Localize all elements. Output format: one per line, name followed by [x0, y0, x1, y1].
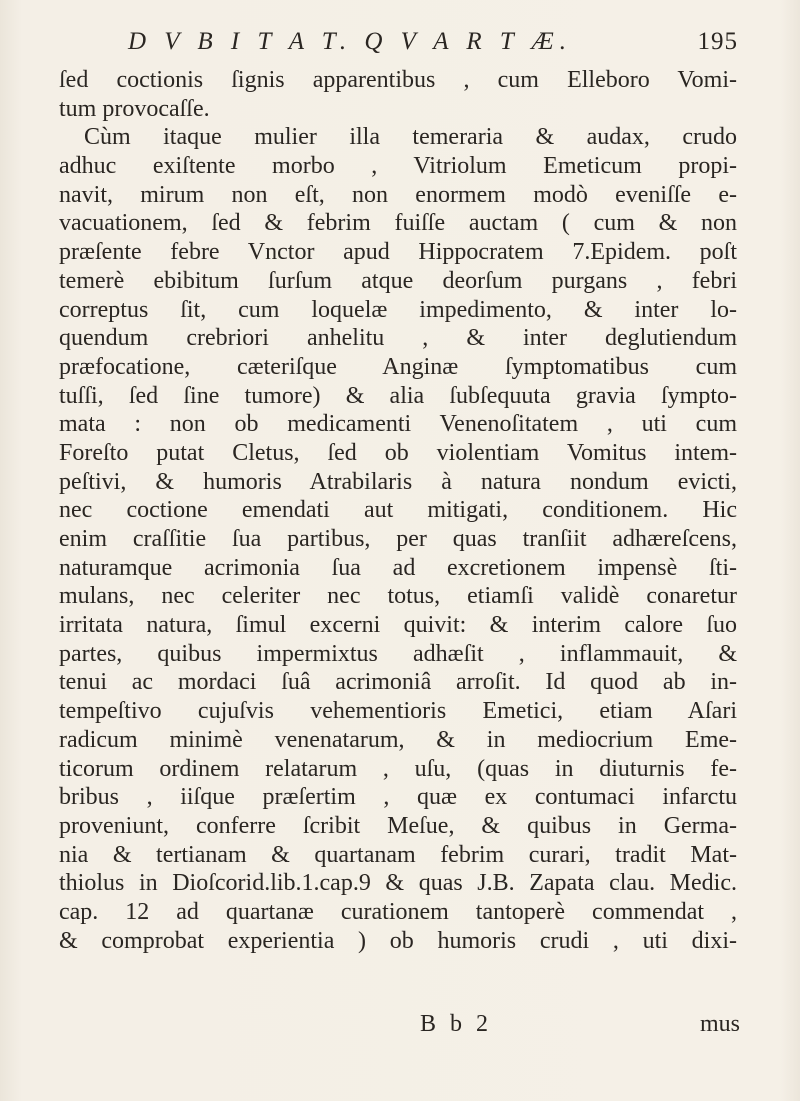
text-line: adhuc exiſtente morbo , Vitriolum Emeticum propi-: [59, 153, 737, 180]
text-line: quendum crebriori anhelitu , & inter deglutiendum: [59, 325, 737, 352]
text-line: peſtivi, & humoris Atrabilaris à natura nondum evicti,: [59, 468, 737, 495]
body-text: [59, 66, 737, 955]
text-line: vacuationem, ſed & febrim fuiſſe auctam ( cum & non: [59, 210, 737, 237]
text-line: tenui ac mordaci ſuâ acrimoniâ arroſit. Id quod ab in-: [59, 669, 737, 696]
text-line: irritata natura, ſimul excerni quivit: & interim calore ſuo: [59, 612, 737, 639]
text-line: thiolus in Dioſcorid.lib.1.cap.9 & quas J.B. Zapata clau. Medic.: [59, 870, 737, 897]
running-head: D V B I T A T. Q V A R T Æ.: [128, 28, 573, 55]
page-footer: [420, 1011, 740, 1043]
text-line: proveniunt, conferre ſcribit Meſue, & quibus in Germa-: [59, 812, 737, 839]
text-line: enim craſſitie ſua partibus, per quas tranſiit adhæreſcens,: [59, 526, 737, 552]
signature-mark: B b 2: [420, 1011, 493, 1037]
text-line: correptus ſit, cum loquelæ impedimento, & inter lo-: [59, 296, 737, 323]
text-line: nia & tertianam & quartanam febrim curari, tradit Mat-: [59, 841, 737, 868]
page-header: [128, 28, 738, 68]
text-line: naturamque acrimonia ſua ad excretionem impensè ſti-: [59, 554, 737, 581]
text-line: tum provocaſſe.: [59, 95, 210, 122]
text-line: præſente febre Vnctor apud Hippocratem 7.Epidem. poſt: [59, 239, 737, 266]
text-line: temerè ebibitum ſurſum atque deorſum purgans , febri: [59, 267, 737, 294]
text-line: præfocatione, cæteriſque Anginæ ſymptomatibus cum: [59, 353, 737, 380]
text-line: tempeſtivo cujuſvis vehementioris Emetici, etiam Aſari: [59, 698, 737, 725]
text-line: bribus , iiſque præſertim , quæ ex contumaci infarctu: [59, 784, 737, 811]
text-line: cap. 12 ad quartanæ curationem tantoperè commendat ,: [59, 898, 737, 925]
catchword: mus: [699, 1011, 740, 1037]
text-line: mulans, nec celeriter nec totus, etiamſi validè conaretur: [59, 583, 737, 610]
text-line: ticorum ordinem relatarum , uſu, (quas in diuturnis fe-: [59, 755, 737, 782]
page-number: 195: [697, 28, 738, 55]
text-line: Cùm itaque mulier illa temeraria & audax, crudo: [84, 124, 737, 151]
text-line: ſed coctionis ſignis apparentibus , cum Elleboro Vomi-: [59, 67, 737, 93]
text-line: & comprobat experientia ) ob humoris crudi , uti dixi-: [59, 927, 737, 954]
text-line: tuſſi, ſed ſine tumore) & alia ſubſequuta gravia ſympto-: [59, 382, 737, 409]
text-line: partes, quibus impermixtus adhæſit , inflammauit, &: [59, 640, 737, 667]
text-line: mata : non ob medicamenti Venenoſitatem , uti cum: [59, 411, 737, 438]
text-line: nec coctione emendati aut mitigati, conditionem. Hic: [59, 497, 737, 524]
text-line: Foreſto putat Cletus, ſed ob violentiam Vomitus intem-: [59, 439, 737, 466]
text-line: radicum minimè venenatarum, & in mediocrium Eme-: [59, 726, 737, 753]
text-line: navit, mirum non eſt, non enormem modò eveniſſe e-: [59, 181, 737, 208]
